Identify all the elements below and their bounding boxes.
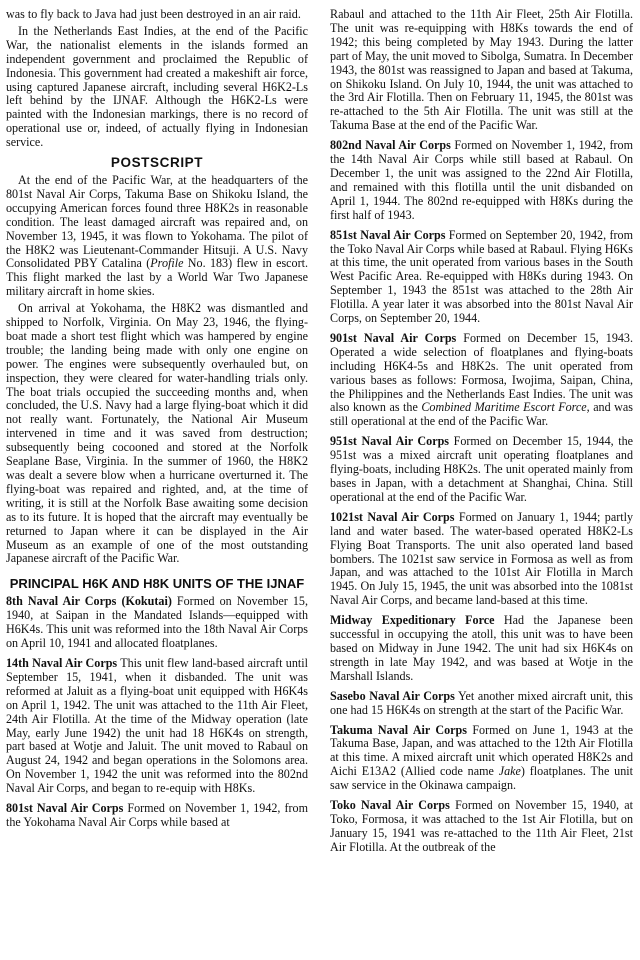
unit-name: Takuma Naval Air Corps [330,722,467,737]
unit-text: This unit flew land-based aircraft until September 15, 1941, when it disbanded. The unit was reformed at Jaluit as a flying-boat unit equipped with H6K4s on April 1, 1942. The unit was attached to the 11th Air Fleet, 24th Air Flotilla. At the time of the Midway operation (late May, early June 1942) the unit had 18 H6K4s on strength, part based at Wotje and Jaluit. The unit moved to Rabaul on August 24, 1942 and began operations in the Solomons area. On November 1, 1942 the unit was reformed into the 802nd Naval Air Corps, and began to re-equip with H8Ks. [6,655,308,796]
continuation-paragraph: Rabaul and attached to the 11th Air Fleet, 25th Air Flotilla. The unit was re-equipping with H8Ks towards the end of 1942; this being completed by May 1943. During the latter part of May, the unit moved to Sibolga, Sumatra. In December 1943, the 801st was reassigned to Japan and based at Takuma, on Shikoku Island. On July 10, 1944, the unit was attached to the 3rd Air Flotilla. Then on February 11, 1945, the 801st was re-attached to the 5th Air Flotilla. The unit was still at the Takuma Base at the end of the Pacific War. [330,7,633,133]
unit-name: Toko Naval Air Corps [330,798,450,813]
unit-entry [330,690,633,718]
unit-text: Formed on November 1, 1942, from the Yokohama Naval Air Corps while based at [6,801,308,829]
unit-name: 1021st Naval Air Corps [330,509,455,524]
unit-entry [330,511,633,608]
unit-text: Formed on June 1, 1943 at the Takuma Base, Japan, and was attached to the 12th Air Flotilla at this time. A mixed aircraft unit which operated H8K2s and Aichi E13A2 (Allied code name [330,722,633,779]
unit-text: Formed on November 1, 1942, from the 14th Naval Air Corps while still based at Rabaul. On December 1, the unit was assigned to the 22nd Air Flotilla, and remained with this flotilla until the unit disbanded on April 1, 1944. The 802nd re-equipped with H8Ks during the first half of 1943. [330,138,633,222]
left-column [6,8,308,836]
unit-entry [6,802,308,830]
unit-text: Formed on December 15, 1944, the 951st was a mixed aircraft unit operating floatplanes and flying-boats, including H8K2s. The unit operated mainly from bases in Japan, with a detachment at Shanghai, China. Still operational at the end of the Pacific War. [330,434,633,504]
unit-text: Had the Japanese been successful in occupying the atoll, this unit was to have been based on Midway in June 1942. The unit had six H6K4s on strength in late May 1942, and was based at Wotje in the Marshall Islands. [330,613,634,683]
unit-text: Formed on November 15, 1940, at Saipan in the Mandated Islands—equipped with H6K4s. This unit was reformed into the 18th Naval Air Corps on April 10, 1941 and allocated floatplanes. [6,594,308,651]
units-heading: PRINCIPAL H6K AND H8K UNITS OF THE IJNAF [9,576,305,592]
unit-name: 901st Naval Air Corps [330,330,457,345]
postscript-heading: POSTSCRIPT [110,155,204,171]
unit-name: 851st Naval Air Corps [330,227,446,242]
unit-name: 801st Naval Air Corps [6,801,124,816]
unit-entry [330,332,633,429]
unit-name: Midway Expeditionary Force [330,613,495,628]
unit-entry [330,435,633,505]
unit-name: 802nd Naval Air Corps [330,138,451,153]
unit-italic: Jake [498,764,521,779]
unit-text: Yet another mixed aircraft unit, this one had 15 H6K4s on strength at the start of the Pacific War. [330,688,633,717]
unit-name: 14th Naval Air Corps [6,655,118,670]
unit-name: Sasebo Naval Air Corps [330,688,455,703]
postscript-text: At the end of the Pacific War, at the headquarters of the 801st Naval Air Corps, Takuma Base on Shikoku Island, the occupying American forces found three H8K2s in reasonable condition. The least damaged aircraft was repaired and, on November 13, 1945, it was flown to Yokohama. The pilot of the H8K2 was Lieutenant-Commander Hitsuji. A U.S. Navy Consolidated PBY Catalina ( [6,172,308,271]
unit-entry [330,799,633,855]
unit-entry [6,657,308,796]
unit-italic: Combined Maritime Escort Force, [421,400,590,415]
postscript-paragraph: On arrival at Yokohama, the H8K2 was dismantled and shipped to Norfolk, Virginia. On May 23, 1946, the flying-boat made a short test flight which was hampered by engine trouble; the landing being made with only one engine on power. The engines were subsequently overhauled but, on inspection, they were cleared for water-handling trials only. The boat trials occupied the succeeding months and, when concluded, the U.S. Navy had a large flying-boat which it did not really want. Fortunately, the National Air Museum intervened in time and it was saved from destruction; subsequently being cocooned and stored at the Norfolk Seaplane Base, Virginia. In the summer of 1960, the H8K2 was dealt a severe blow when a hurricane overturned it. The flying-boat was repaired and righted, and, at the time of writing, it is still at the Norfolk Base awaiting some decision as to its future. It is hoped that the aircraft may eventually be returned to Japan where it can be displayed in the Air Museum as an example of one of the most outstanding Japanese aircraft of the Pacific War. [6,301,308,566]
unit-text: Formed on November 15, 1940, at Toko, Formosa, it was attached to the 1st Air Flotilla, but on January 15, 1941 was re-attached to the 11th Air Fleet, 21st Air Flotilla. At the outbreak of the [330,798,633,854]
unit-entry [330,724,633,794]
unit-entry [6,595,308,651]
postscript-paragraph [6,174,308,299]
unit-text: Formed on September 20, 1942, from the Toko Naval Air Corps while based at Rabaul. Flying H6Ks at this time, the unit operated from various bases in the South West Pacific Area. Re-equipped with H8Ks during 1943. On September 1, 1943 the 851st was attached to the 28th Air Flotilla. A year later it was absorbed into the 801st Naval Air Corps, on September 20, 1944. [330,227,633,326]
postscript-text: No. 183) flew in escort. This flight marked the last by a World War Two Japanese military aircraft in home skies. [6,256,308,299]
unit-text: ) floatplanes. The unit saw service in the Okinawa campaign. [330,764,633,793]
unit-name: 951st Naval Air Corps [330,434,450,449]
unit-text: Formed on December 15, 1943. Operated a wide selection of floatplanes and flying-boats including H6K4-5s and H8K2s. The unit operated from various bases as follows: Formosa, Iwojima, Saipan, China, the Philippines and the Netherlands East Indies. The unit was also known as the [330,330,633,415]
right-column [330,8,633,861]
unit-text: and was still operational at the end of the Pacific War. [330,400,633,429]
unit-entry [330,139,633,222]
intro-paragraph: In the Netherlands East Indies, at the end of the Pacific War, the nationalist elements in the islands formed an independent government and proclaimed the Republic of Indonesia. This government had created a makeshift air force, using captured Japanese aircraft, including several H6K2-Ls left behind by the IJNAF. Although the H6K2-Ls were painted with the Indonesian markings, there is no record of operational use or, indeed, of actually flying in Indonesian service. [6,23,308,150]
unit-text: Formed on January 1, 1944; partly land and water based. The water-based operated H8K2-Ls Flying Boat Transports. The unit also operated land based bombers. The 1021st saw service in Formosa as well as from Japan, and was attached to the 101st Air Flotilla in March 1945. On July 15, 1945, the unit was absorbed into the 1081st Naval Air Corps, and became land-based at this time. [330,509,634,608]
profile-italic: Profile [150,256,184,271]
unit-name: 8th Naval Air Corps (Kokutai) [6,594,172,609]
unit-entry [330,229,633,326]
intro-paragraph: was to fly back to Java had just been destroyed in an air raid. [6,7,301,21]
unit-entry [330,614,633,684]
